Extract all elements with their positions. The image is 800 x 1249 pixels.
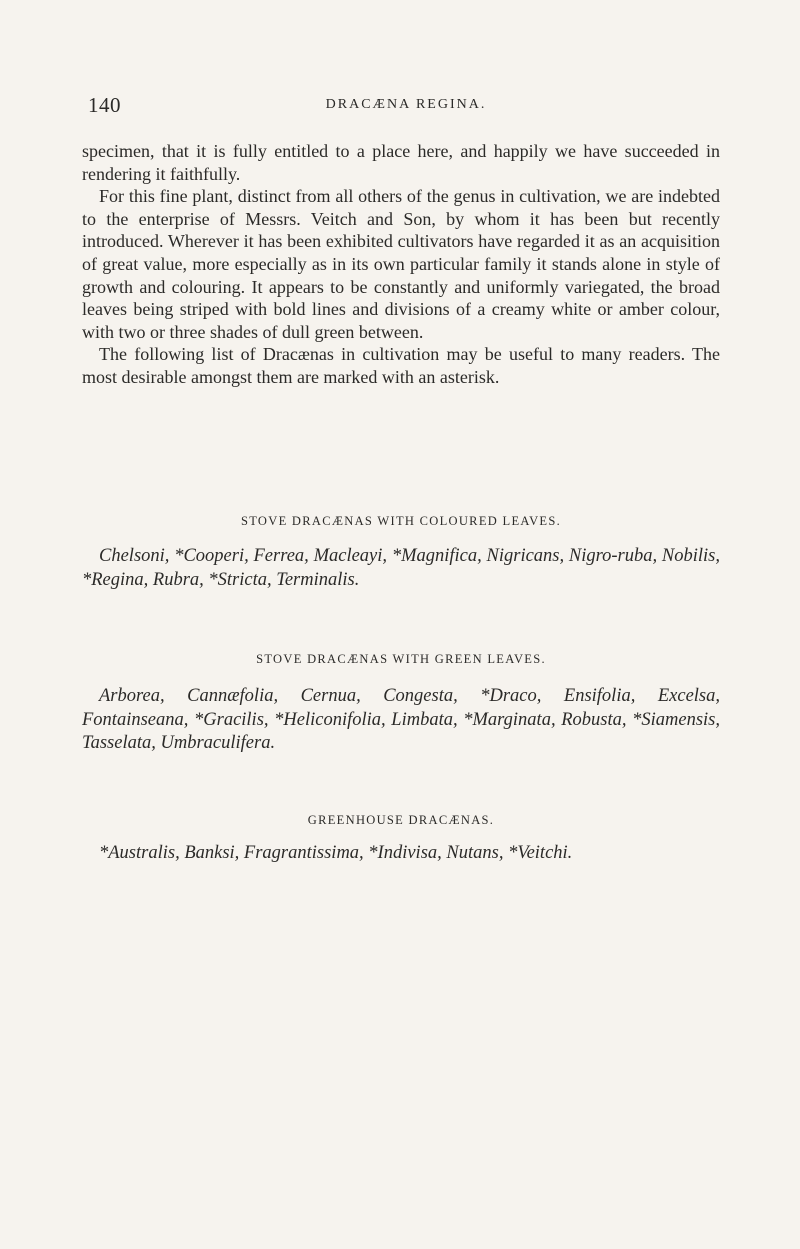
running-head [88, 93, 716, 123]
body-text [82, 140, 720, 389]
species-list-stove-coloured: Chelsoni, *Cooperi, Ferrea, Macleayi, *Magnifica, Nigricans, Nigro-ruba, Nobilis, *Regina, Rubra, *Stricta, Terminalis. [82, 546, 720, 590]
page-number: 140 [88, 93, 121, 117]
paragraph-list-intro: The following list of Dracænas in cultivation may be useful to many readers. The most desirable amongst them are marked with an asterisk. [82, 344, 720, 387]
running-title: DRACÆNA REGINA. [325, 97, 487, 112]
species-list-stove-green: Arborea, Cannæfolia, Cernua, Congesta, *Draco, Ensifolia, Excelsa, Fontainseana, *Gracilis, *Heliconifolia, Limbata, *Marginata, Robusta, *Siamensis, Tasselata, Umbraculifera. [82, 686, 720, 753]
species-list-greenhouse: *Australis, Banksi, Fragrantissima, *Indivisa, Nutans, *Veitchi. [99, 843, 573, 863]
section-heading-stove-green: STOVE DRACÆNAS WITH GREEN LEAVES. [256, 652, 546, 666]
paragraph-introduction: For this fine plant, distinct from all others of the genus in cultivation, we are indebted to the enterprise of Messrs. Veitch and Son, by whom it has been but recently introduced. Wherever it has been exhibited cultivators have regarded it as an acquisition of great value, more especially as in its own particular family it stands alone in style of growth and colouring. It appears to be constantly and uniformly variegated, the broad leaves being striped with bold lines and divisions of a creamy white or amber colour, with two or three shades of dull green between. [82, 186, 720, 342]
section-heading-greenhouse: GREENHOUSE DRACÆNAS. [307, 813, 495, 827]
section-heading-stove-coloured: STOVE DRACÆNAS WITH COLOURED LEAVES. [240, 514, 562, 528]
paragraph-continuation: specimen, that it is fully entitled to a place here, and happily we have succeeded in rendering it faithfully. [82, 141, 720, 184]
